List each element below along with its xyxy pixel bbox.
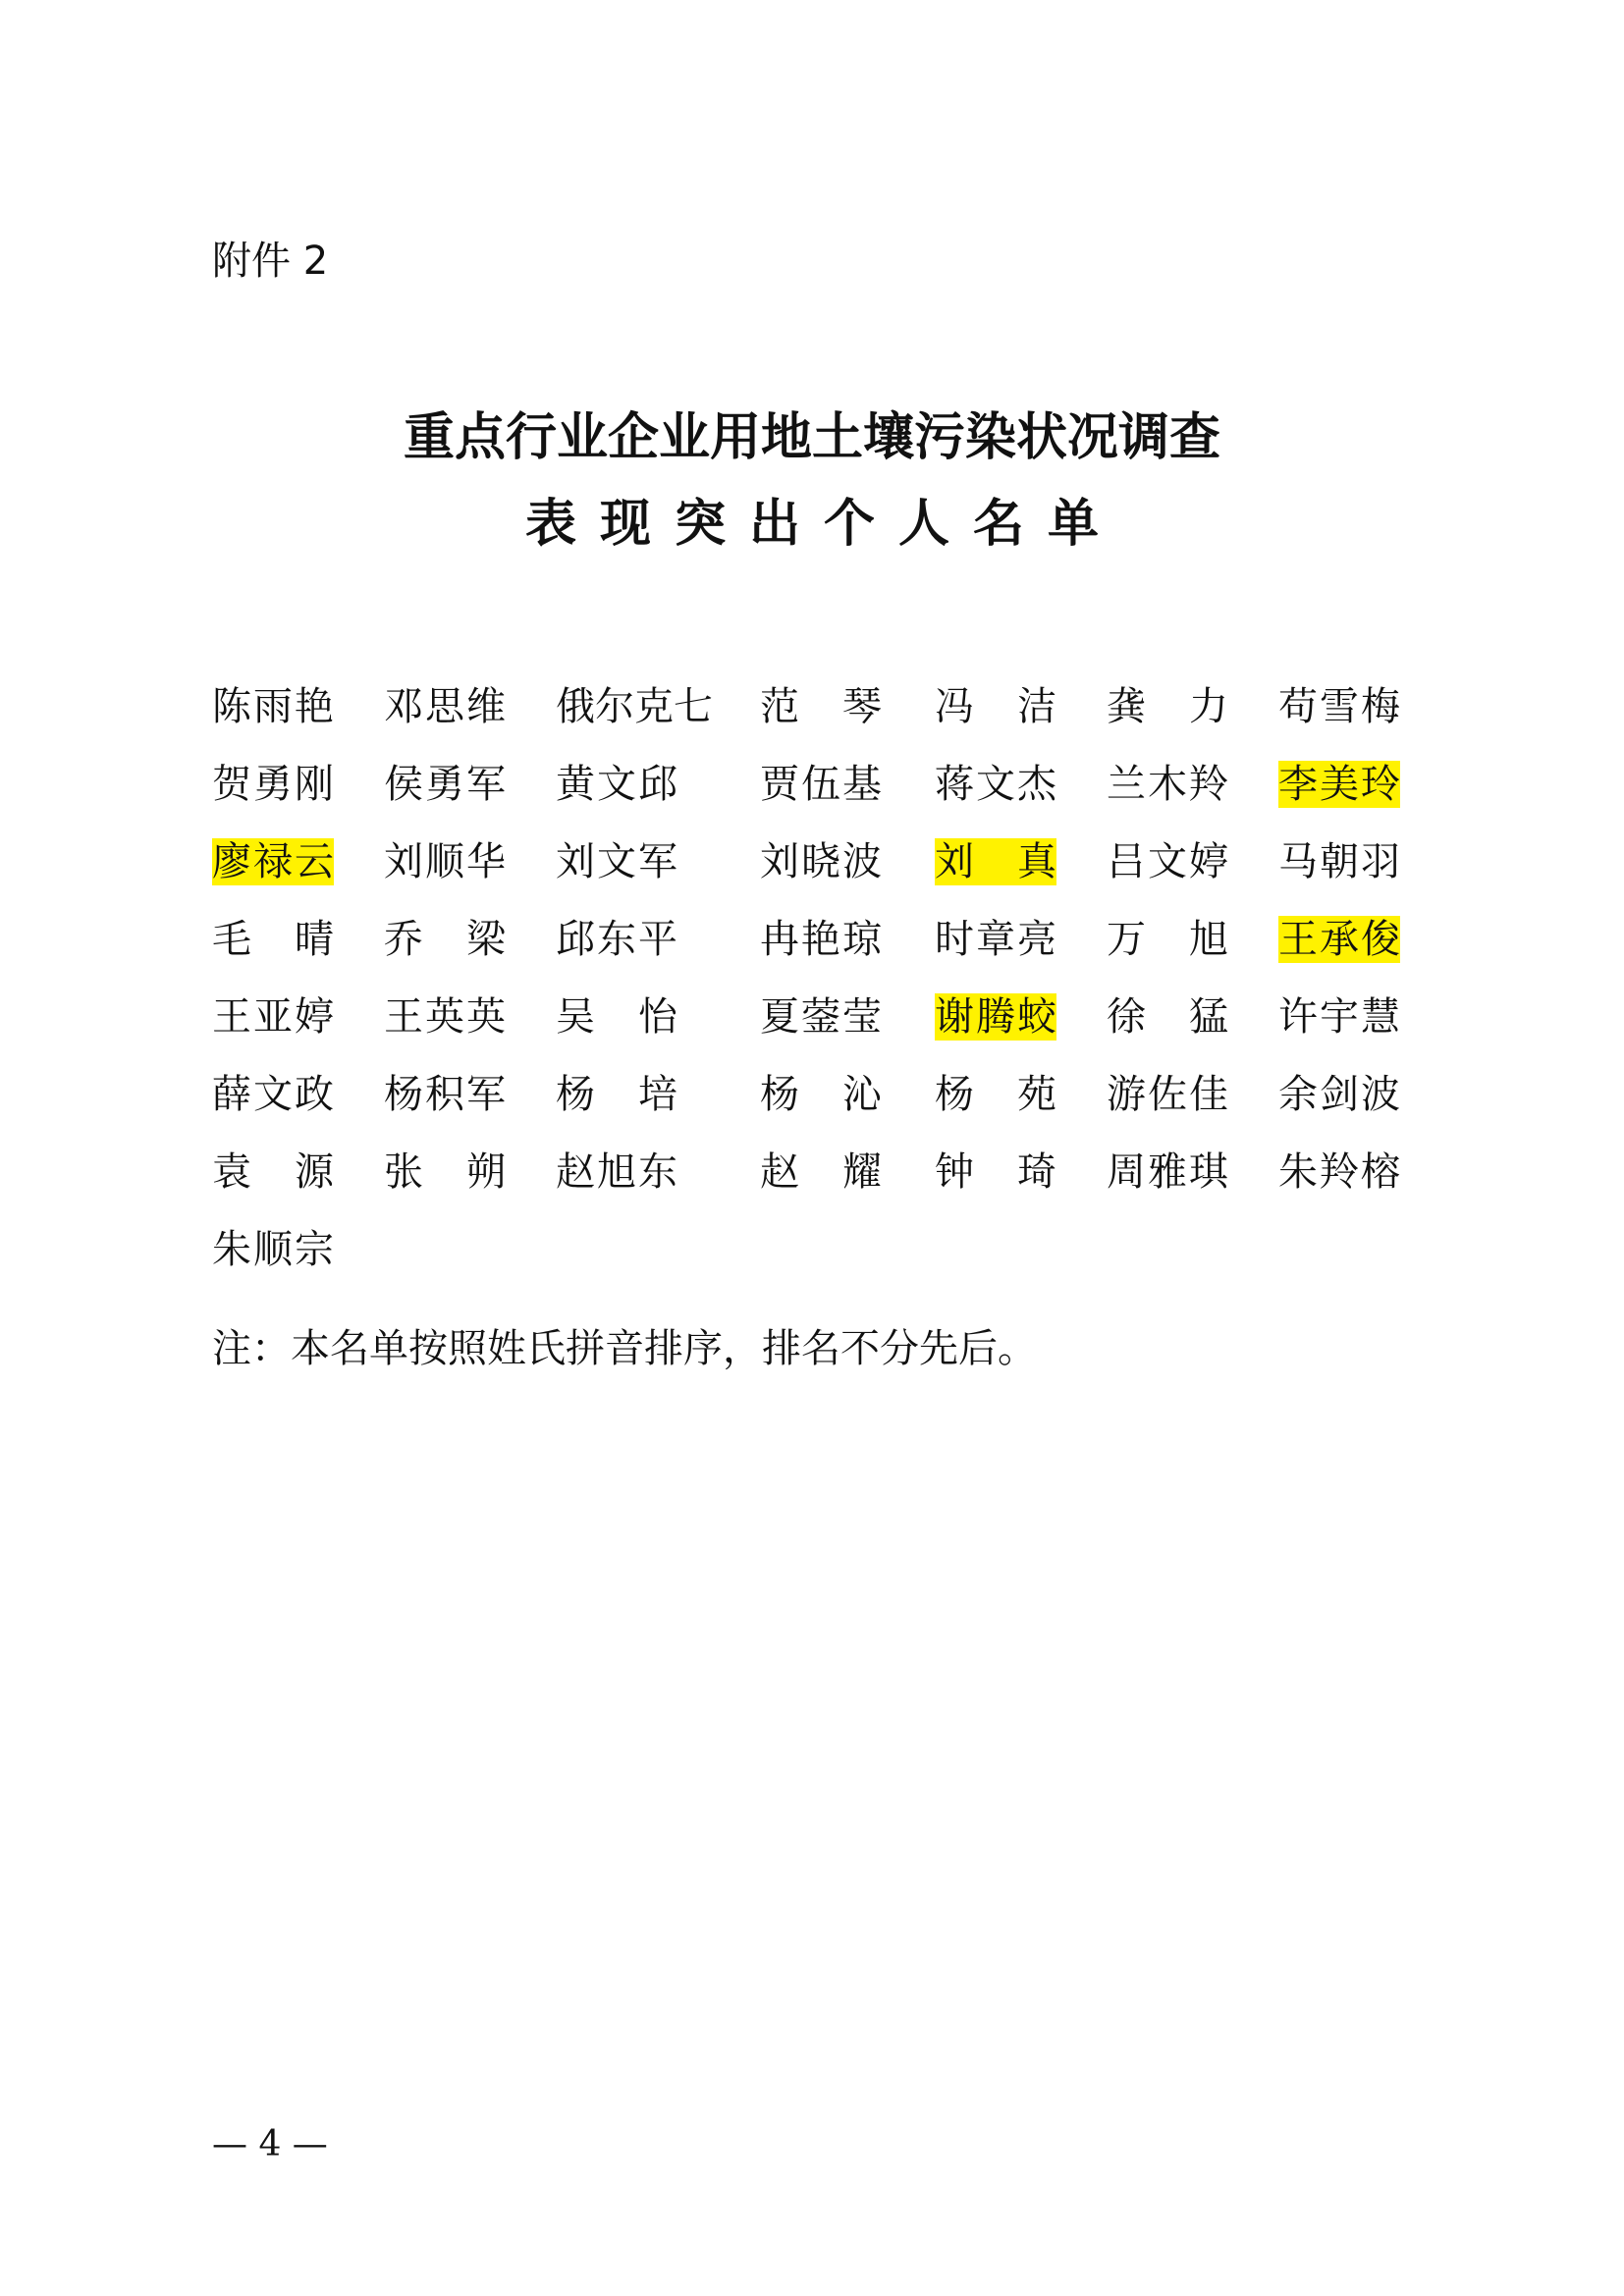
name-cell xyxy=(384,745,556,823)
name-cell xyxy=(556,1055,760,1133)
name-cell xyxy=(1107,1133,1278,1210)
person-name: 余剑波 xyxy=(1278,1071,1400,1117)
page-number: — 4 — xyxy=(212,2124,328,2164)
name-cell xyxy=(556,978,760,1055)
name-cell xyxy=(384,1133,556,1210)
highlighted-name: 李美玲 xyxy=(1278,761,1400,807)
person-name: 贺勇刚 xyxy=(212,761,334,807)
name-cell xyxy=(212,978,384,1055)
name-cell xyxy=(556,667,760,745)
name-cell xyxy=(1278,667,1406,745)
person-name: 吕文婷 xyxy=(1107,838,1228,884)
name-cell xyxy=(760,823,935,900)
sorting-note: 注：本名单按照姓氏拼音排序，排名不分先后。 xyxy=(212,1326,1037,1371)
name-cell xyxy=(1107,823,1278,900)
person-name: 周雅琪 xyxy=(1107,1148,1228,1195)
person-name: 俄尔克七 xyxy=(556,683,713,729)
person-name: 朱羚榕 xyxy=(1278,1148,1400,1195)
highlighted-name: 刘真 xyxy=(935,838,1056,884)
person-name: 乔梁 xyxy=(384,916,506,962)
name-list xyxy=(212,667,1406,1288)
name-cell xyxy=(760,978,935,1055)
name-cell xyxy=(760,900,935,978)
name-cell xyxy=(212,823,384,900)
name-cell xyxy=(1107,745,1278,823)
document-title-line-2: 表现突出个人名单 xyxy=(524,495,1122,554)
name-cell xyxy=(935,745,1107,823)
name-cell xyxy=(384,978,556,1055)
name-cell xyxy=(935,900,1107,978)
name-cell xyxy=(212,900,384,978)
person-name: 苟雪梅 xyxy=(1278,683,1400,729)
name-cell xyxy=(1278,900,1406,978)
person-name: 刘晓波 xyxy=(760,838,882,884)
name-cell xyxy=(1107,667,1278,745)
name-cell xyxy=(1278,1133,1406,1210)
person-name: 王英英 xyxy=(384,993,506,1040)
highlighted-name: 王承俊 xyxy=(1278,916,1400,962)
name-cell xyxy=(556,1133,760,1210)
person-name: 袁源 xyxy=(212,1148,334,1195)
person-name: 马朝羽 xyxy=(1278,838,1400,884)
name-cell xyxy=(384,823,556,900)
person-name: 杨培 xyxy=(556,1071,677,1117)
person-name: 徐猛 xyxy=(1107,993,1228,1040)
person-name: 贾伍基 xyxy=(760,761,882,807)
name-cell xyxy=(384,667,556,745)
name-cell xyxy=(556,900,760,978)
person-name: 赵耀 xyxy=(760,1148,882,1195)
person-name: 侯勇军 xyxy=(384,761,506,807)
person-name: 杨沁 xyxy=(760,1071,882,1117)
person-name: 刘文军 xyxy=(556,838,677,884)
name-cell xyxy=(556,745,760,823)
person-name: 赵旭东 xyxy=(556,1148,677,1195)
name-cell xyxy=(1107,978,1278,1055)
name-cell xyxy=(212,1210,384,1288)
attachment-label: 附件 2 xyxy=(212,239,329,284)
person-name: 兰木羚 xyxy=(1107,761,1228,807)
person-name: 邓思维 xyxy=(384,683,506,729)
person-name: 钟琦 xyxy=(935,1148,1056,1195)
person-name: 刘顺华 xyxy=(384,838,506,884)
person-name: 毛晴 xyxy=(212,916,334,962)
person-name: 蒋文杰 xyxy=(935,761,1056,807)
person-name: 龚力 xyxy=(1107,683,1228,729)
name-cell xyxy=(760,667,935,745)
name-cell xyxy=(935,1133,1107,1210)
name-cell xyxy=(212,1055,384,1133)
person-name: 吴怡 xyxy=(556,993,677,1040)
person-name: 朱顺宗 xyxy=(212,1226,334,1272)
name-cell xyxy=(1278,1055,1406,1133)
name-cell xyxy=(760,745,935,823)
name-cell xyxy=(384,900,556,978)
name-cell xyxy=(212,667,384,745)
name-cell xyxy=(1107,900,1278,978)
person-name: 张朔 xyxy=(384,1148,506,1195)
name-cell xyxy=(935,1055,1107,1133)
highlighted-name: 谢腾蛟 xyxy=(935,993,1056,1040)
name-cell xyxy=(1278,823,1406,900)
person-name: 王亚婷 xyxy=(212,993,334,1040)
name-cell xyxy=(212,1133,384,1210)
person-name: 冯洁 xyxy=(935,683,1056,729)
name-cell xyxy=(935,978,1107,1055)
name-cell xyxy=(1278,978,1406,1055)
person-name: 游佐佳 xyxy=(1107,1071,1228,1117)
person-name: 许宇慧 xyxy=(1278,993,1400,1040)
person-name: 杨苑 xyxy=(935,1071,1056,1117)
name-cell xyxy=(935,823,1107,900)
name-cell xyxy=(556,823,760,900)
person-name: 薛文政 xyxy=(212,1071,334,1117)
document-title-line-1: 重点行业企业用地土壤污染状况调查 xyxy=(403,408,1220,467)
person-name: 范琴 xyxy=(760,683,882,729)
name-cell xyxy=(760,1055,935,1133)
name-cell xyxy=(935,667,1107,745)
person-name: 夏蓥莹 xyxy=(760,993,882,1040)
name-cell xyxy=(384,1055,556,1133)
person-name: 杨积军 xyxy=(384,1071,506,1117)
person-name: 冉艳琼 xyxy=(760,916,882,962)
person-name: 黄文邱 xyxy=(556,761,677,807)
highlighted-name: 廖禄云 xyxy=(212,838,334,884)
person-name: 时章亮 xyxy=(935,916,1056,962)
person-name: 陈雨艳 xyxy=(212,683,334,729)
name-cell xyxy=(1278,745,1406,823)
name-cell xyxy=(212,745,384,823)
person-name: 万旭 xyxy=(1107,916,1228,962)
name-cell xyxy=(760,1133,935,1210)
name-cell xyxy=(1107,1055,1278,1133)
person-name: 邱东平 xyxy=(556,916,677,962)
